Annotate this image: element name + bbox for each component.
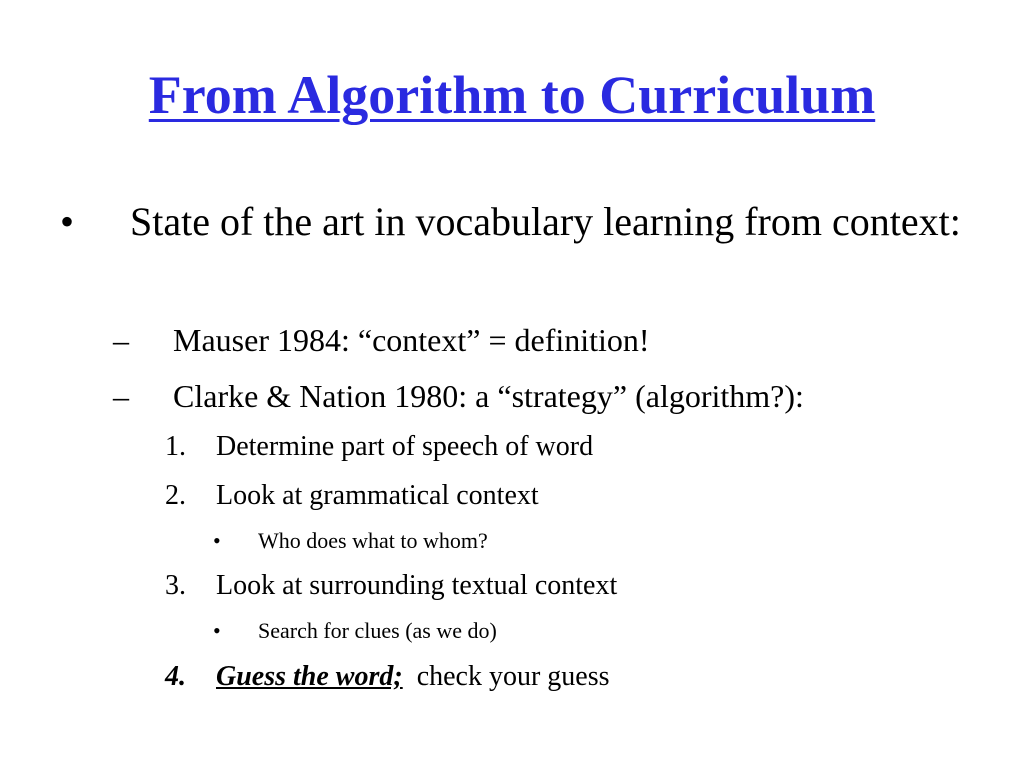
step-text bbox=[216, 660, 610, 694]
bullet-text: State of the art in vocabulary learning from context: bbox=[130, 199, 961, 244]
dash-marker: – bbox=[113, 378, 129, 414]
step-number: 1. bbox=[165, 431, 186, 462]
sub-item-text: Mauser 1984: “context” = definition! bbox=[173, 322, 650, 358]
step-text-rest: check your guess bbox=[416, 661, 610, 692]
bullet-marker: • bbox=[213, 618, 221, 643]
step-number: 3. bbox=[165, 570, 186, 601]
bullet-marker: • bbox=[60, 199, 75, 244]
step-emphasis: Guess the word; bbox=[216, 661, 403, 692]
sub-item-text: Clarke & Nation 1980: a “strategy” (algorithm?): bbox=[173, 378, 804, 414]
step-note-text: Search for clues (as we do) bbox=[258, 618, 497, 643]
step-number: 2. bbox=[165, 480, 186, 511]
step-text: Determine part of speech of word bbox=[216, 431, 594, 462]
bullet-marker: • bbox=[213, 528, 221, 553]
step-number: 4. bbox=[165, 661, 186, 692]
step-note-text: Who does what to whom? bbox=[258, 528, 488, 553]
dash-marker: – bbox=[113, 322, 129, 358]
step-text: Look at grammatical context bbox=[216, 480, 539, 511]
slide-title: From Algorithm to Curriculum bbox=[148, 65, 876, 125]
step-text: Look at surrounding textual context bbox=[216, 570, 618, 601]
